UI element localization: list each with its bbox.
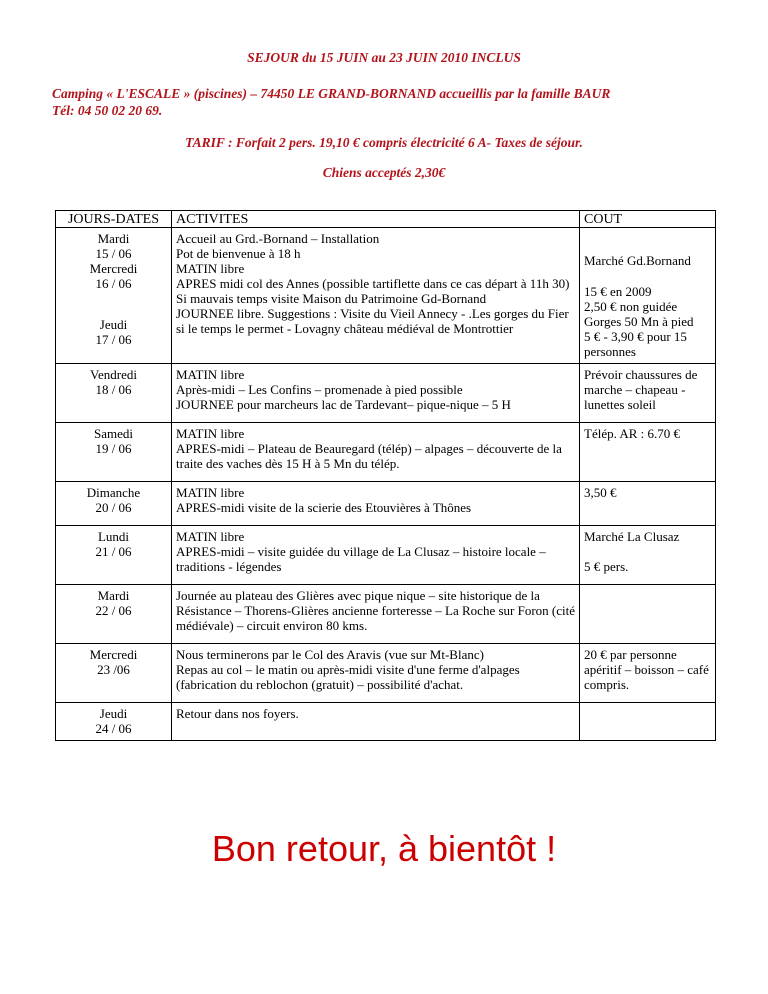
header-days: JOURS-DATES [56,211,172,228]
day-cell: Jeudi 24 / 06 [56,703,172,741]
tariff-line: TARIF : Forfait 2 pers. 19,10 € compris électricité 6 A- Taxes de séjour. [185,135,583,150]
table-header-row [56,211,716,228]
day-cell: Mardi 15 / 06 Mercredi 16 / 06 Jeudi 17 / 06 [56,228,172,364]
cost-cell [580,585,716,644]
day-cell: Samedi 19 / 06 [56,423,172,482]
table-row [56,482,716,526]
table-row [56,703,716,741]
cost-cell: Prévoir chaussures de marche – chapeau - lunettes soleil [580,364,716,423]
header-activities: ACTIVITES [172,211,580,228]
activities-cell: MATIN libre Après-midi – Les Confins – promenade à pied possible JOURNEE pour marcheurs lac de Tardevant– pique-nique – 5 H [172,364,580,423]
header-cost: COUT [580,211,716,228]
day-cell: Dimanche 20 / 06 [56,482,172,526]
table-row [56,585,716,644]
activities-cell: MATIN libre APRES-midi visite de la scierie des Etouvières à Thônes [172,482,580,526]
cost-cell: Marché La Clusaz 5 € pers. [580,526,716,585]
table-row [56,423,716,482]
day-cell: Lundi 21 / 06 [56,526,172,585]
campsite-info [52,85,752,119]
schedule-table [55,210,716,741]
activities-cell: Nous terminerons par le Col des Aravis (vue sur Mt-Blanc) Repas au col – le matin ou après-midi visite d'une ferme d'alpages (fabrication du reblochon (gratuit) – possibilité d'achat. [172,644,580,703]
table-row [56,364,716,423]
activities-cell: Retour dans nos foyers. [172,703,580,741]
cost-cell: 20 € par personne apéritif – boisson – café compris. [580,644,716,703]
cost-cell: Télép. AR : 6.70 € [580,423,716,482]
campsite-phone: Tél: 04 50 02 20 69. [52,103,163,118]
dogs-line: Chiens acceptés 2,30€ [322,165,446,180]
cost-cell: Marché Gd.Bornand 15 € en 2009 2,50 € non guidée Gorges 50 Mn à pied 5 € - 3,90 € pour 15 personnes [580,228,716,364]
table-row [56,644,716,703]
activities-cell: Accueil au Grd.-Bornand – Installation Pot de bienvenue à 18 h MATIN libre APRES midi col des Annes (possible tartiflette dans ce cas départ à 11h 30) Si mauvais temps visite Maison du Patrimoine Gd-Bornand JOURNEE libre. Suggestions : Visite du Vieil Annecy - .Les gorges du Fier si le temps le permet - Lovagny château médiéval de Montrottier [172,228,580,364]
day-cell: Vendredi 18 / 06 [56,364,172,423]
table-row [56,228,716,364]
table-row [56,526,716,585]
day-cell: Mardi 22 / 06 [56,585,172,644]
cost-cell: 3,50 € [580,482,716,526]
stay-title: SEJOUR du 15 JUIN au 23 JUIN 2010 INCLUS [247,50,521,65]
activities-cell: Journée au plateau des Glières avec pique nique – site historique de la Résistance – Thorens-Glières ancienne forteresse – La Roche sur Foron (cité médiévale) – circuit environ 80 kms. [172,585,580,644]
activities-cell: MATIN libre APRES-midi – Plateau de Beauregard (télép) – alpages – découverte de la traite des vaches dès 15 H à 5 Mn du télép. [172,423,580,482]
campsite-address: Camping « L'ESCALE » (piscines) – 74450 LE GRAND-BORNAND accueillis par la famille BAUR [52,86,611,101]
day-cell: Mercredi 23 /06 [56,644,172,703]
cost-cell [580,703,716,741]
activities-cell: MATIN libre APRES-midi – visite guidée du village de La Clusaz – histoire locale – traditions - légendes [172,526,580,585]
closing-message: Bon retour, à bientôt ! [211,828,557,869]
